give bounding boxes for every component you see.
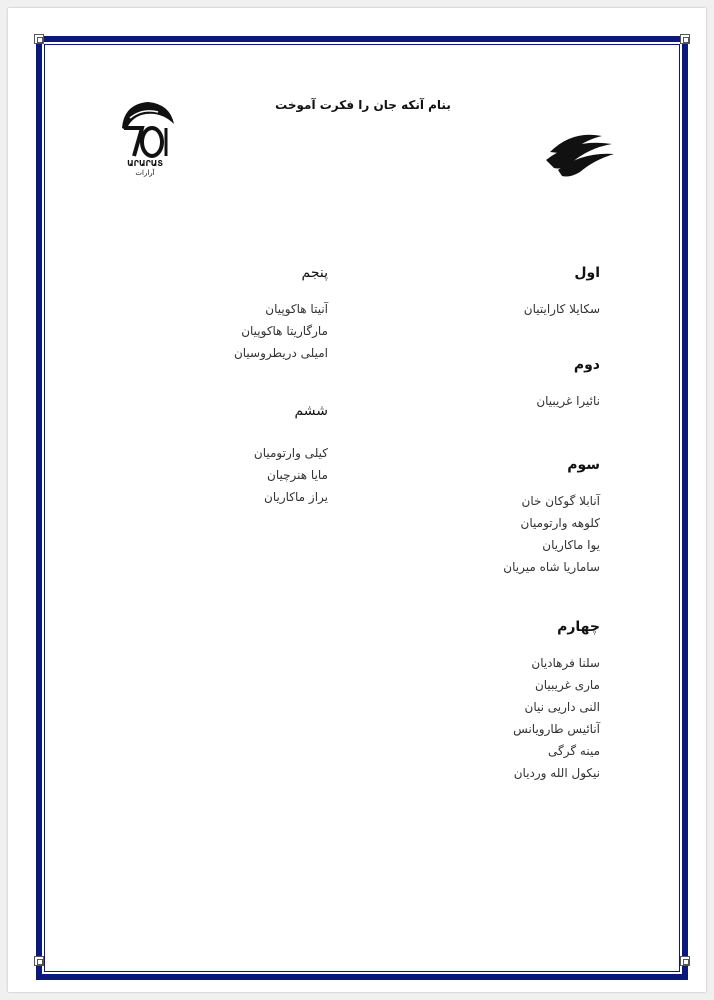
list-item: آنابلا گوکان خان <box>521 494 600 508</box>
list-item: یوا ماکاریان <box>542 538 600 552</box>
list-item: نیکول الله وردیان <box>513 766 600 780</box>
group-title: ششم <box>294 403 328 419</box>
group-title: چهارم <box>557 619 600 635</box>
group-second <box>400 354 600 412</box>
list-item: ساماریا شاه میریان <box>503 560 600 574</box>
wave-emblem-icon <box>542 130 618 178</box>
border-corner-ornament <box>680 956 690 966</box>
list-item: آنیتا هاکوپیان <box>265 302 328 316</box>
list-item: مایا هنرچیان <box>267 468 328 482</box>
group-fifth <box>128 262 328 364</box>
group-title: دوم <box>573 357 600 373</box>
border-corner-ornament <box>34 34 44 44</box>
group-fourth <box>400 616 600 784</box>
list-item: کیلی وارتومیان <box>253 446 328 460</box>
group-third <box>400 454 600 578</box>
list-item: سکایلا کارایتیان <box>523 302 600 316</box>
school-emblem-icon <box>112 98 178 178</box>
group-title: اول <box>574 265 600 281</box>
list-item: مارگاریتا هاکوپیان <box>241 324 328 338</box>
document-page <box>8 8 706 992</box>
emblem-armenian-caption: ԱՐԱՐԱՏ <box>127 159 163 168</box>
list-item: یراز ماکاریان <box>264 490 328 504</box>
list-item: کلوهه وارتومیان <box>520 516 600 530</box>
list-item: النی داریی نیان <box>524 700 600 714</box>
list-item: سلنا فرهادیان <box>531 656 600 670</box>
border-corner-ornament <box>680 34 690 44</box>
group-sixth <box>128 400 328 508</box>
group-title: سوم <box>567 457 600 473</box>
list-item: مینه گرگی <box>548 744 600 758</box>
left-column <box>128 262 328 508</box>
emblem-persian-caption: آرارات <box>135 169 155 177</box>
group-title: پنجم <box>301 265 328 281</box>
list-item: آنائیس طارویانس <box>513 722 600 736</box>
list-item: امیلی دریطروسیان <box>233 346 328 360</box>
list-item: نائیرا غریبیان <box>536 394 600 408</box>
list-item: ماری غریبیان <box>534 678 600 692</box>
border-corner-ornament <box>34 956 44 966</box>
right-column <box>400 262 600 784</box>
group-first <box>400 262 600 320</box>
document-header: بنام آنکه جان را فکرت آموخت <box>275 98 451 112</box>
